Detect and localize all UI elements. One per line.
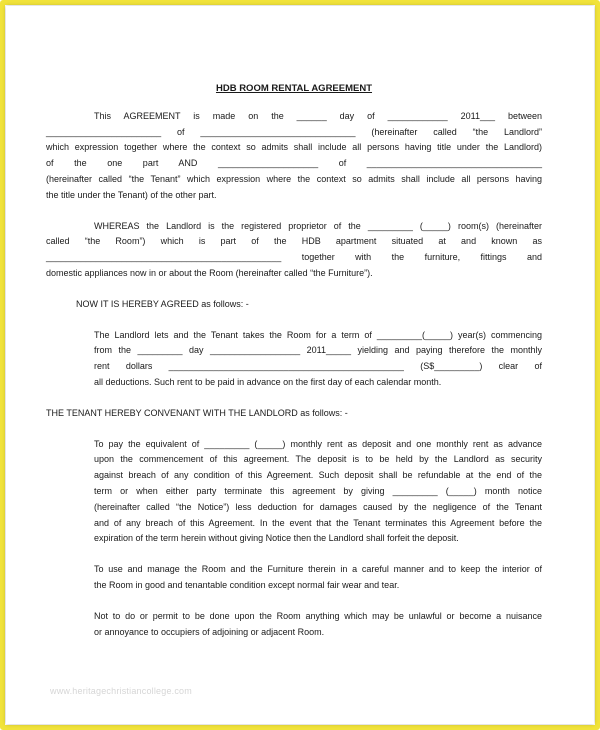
nuisance-line: Not to do or permit to be done upon the Room anything which may be unlawful or become a nuisance xyxy=(94,610,542,621)
whereas-paragraph xyxy=(46,219,542,282)
parties-line: of the one part AND ____________________ of ___________________________________ xyxy=(46,158,542,169)
term-line: all deductions. Such rent to be paid in advance on the first day of each calendar month. xyxy=(94,376,442,387)
agreed-heading: NOW IT IS HEREBY AGREED as follows: - xyxy=(76,298,249,309)
convenant-heading: THE TENANT HEREBY CONVENANT WITH THE LANDLORD as follows: - xyxy=(46,407,348,418)
watermark-text: www.heritagechristiancollege.com xyxy=(50,686,192,696)
deposit-line: upon the commencement of this agreement. The deposit is to be held by the Landlord as security xyxy=(94,454,542,465)
use-room-line: To use and manage the Room and the Furniture therein in a careful manner and to keep the interior of xyxy=(94,564,542,575)
parties-line: (hereinafter called “the Tenant” which expression where the context so admits shall include all persons having xyxy=(46,173,542,184)
whereas-line: called “the Room”) which is part of the HDB apartment situated at and known as xyxy=(46,236,542,247)
use-room-line: the Room in good and tenantable condition except normal fair wear and tear. xyxy=(94,579,400,590)
deposit-line: expiration of the term herein without giving Notice then the Landlord shall forfeit the deposit. xyxy=(94,533,459,544)
parties-line: which expression together where the context so admits shall include all persons having title under the Landlord) xyxy=(46,142,542,153)
deposit-line: (hereinafter called “the Notice”) less deduction for damages caused by the negligence of the Tenant xyxy=(94,501,542,512)
parties-line: _______________________ of _______________________________ (hereinafter called “the Landlord” xyxy=(46,126,542,137)
nuisance-paragraph xyxy=(46,609,542,641)
agreement-body xyxy=(46,81,542,655)
parties-line: the title under the Tenant) of the other part. xyxy=(46,189,217,200)
term-paragraph xyxy=(46,328,542,391)
document-title: HDB ROOM RENTAL AGREEMENT xyxy=(215,83,373,94)
deposit-line: term or when either party terminate this agreement by giving _________ (_____) month notice xyxy=(94,485,542,496)
deposit-paragraph xyxy=(46,437,542,548)
document-page xyxy=(6,6,594,724)
deposit-line: against breach of any condition of this Agreement. Such deposit shall be refundable at the end of the xyxy=(94,470,542,481)
nuisance-line: or annoyance to occupiers of adjoining or adjacent Room. xyxy=(94,626,325,637)
whereas-line: domestic appliances now in or about the Room (hereinafter called “the Furniture”). xyxy=(46,267,373,278)
use-room-paragraph xyxy=(46,562,542,594)
deposit-line: To pay the equivalent of _________ (_____) monthly rent as deposit and one monthly rent as advance xyxy=(94,438,542,449)
parties-paragraph xyxy=(46,109,542,204)
term-line: The Landlord lets and the Tenant takes the Room for a term of _________(_____) year(s) commencing xyxy=(94,329,542,340)
whereas-line: _______________________________________________ together with the furniture, fittings and xyxy=(46,252,542,263)
term-line: from the _________ day __________________ 2011_____ yielding and paying therefore the monthly xyxy=(94,345,542,356)
deposit-line: and of any breach of this Agreement. In the event that the Tenant terminates this Agreement before the xyxy=(94,517,542,528)
term-line: rent dollars _______________________________________________ (S$_________) clear of xyxy=(94,361,542,372)
parties-line: This AGREEMENT is made on the ______ day of ____________ 2011___ between xyxy=(94,110,542,121)
whereas-line: WHEREAS the Landlord is the registered proprietor of the _________ (_____) room(s) (hereinafter xyxy=(94,220,542,231)
